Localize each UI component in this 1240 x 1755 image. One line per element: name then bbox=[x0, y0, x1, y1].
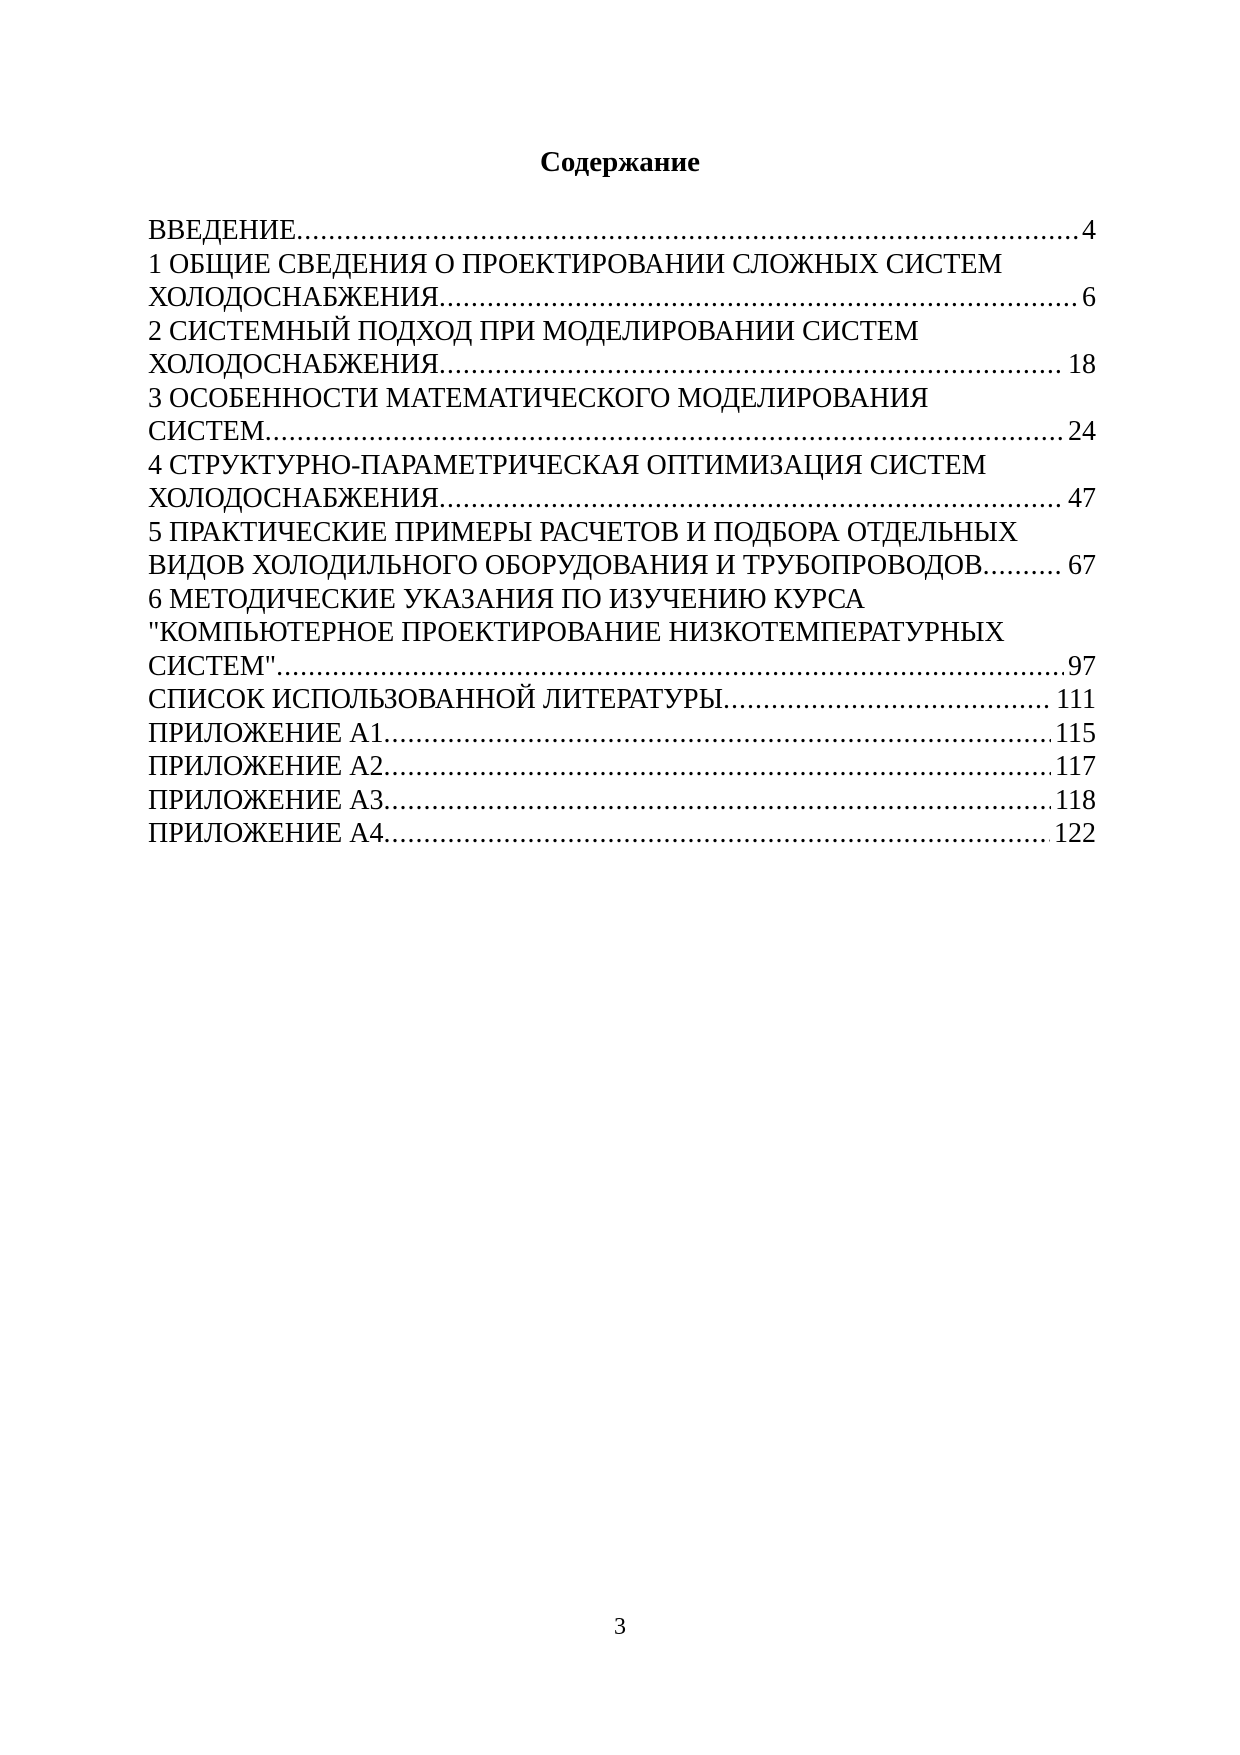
toc-entry-page-number: 97 bbox=[1068, 650, 1096, 682]
toc-entry-title-line: ХОЛОДОСНАБЖЕНИЯ bbox=[148, 282, 439, 313]
toc-entry-title-line: СИСТЕМ bbox=[148, 416, 265, 447]
dot-leader bbox=[383, 750, 1051, 784]
dot-leader bbox=[439, 482, 1064, 516]
toc-entry-title-line: ПРИЛОЖЕНИЕ А2 bbox=[148, 751, 384, 782]
toc-entry[interactable] bbox=[148, 817, 1096, 851]
dot-leader bbox=[383, 784, 1051, 818]
toc-entry-page-number: 67 bbox=[1068, 550, 1096, 581]
toc-entry-page-number: 47 bbox=[1068, 483, 1096, 514]
toc-entry[interactable] bbox=[148, 784, 1096, 818]
toc-entry-title-line: СИСТЕМ" bbox=[148, 650, 277, 682]
dot-leader bbox=[383, 717, 1051, 751]
toc-entry-title-line: ПРИЛОЖЕНИЕ А3 bbox=[148, 784, 384, 816]
toc-entry-page-number: 24 bbox=[1068, 416, 1096, 447]
toc-entry-title-line: 3 ОСОБЕННОСТИ МАТЕМАТИЧЕСКОГО МОДЕЛИРОВАНИЯ bbox=[148, 382, 929, 414]
toc-entry[interactable] bbox=[148, 315, 1096, 382]
toc-entry-last-line bbox=[148, 348, 1096, 382]
toc-entry-title-line: ВИДОВ ХОЛОДИЛЬНОГО ОБОРУДОВАНИЯ И ТРУБОПРОВОДОВ bbox=[148, 550, 983, 581]
toc-entry-title-line: СПИСОК ИСПОЛЬЗОВАННОЙ ЛИТЕРАТУРЫ bbox=[148, 684, 723, 715]
toc-entry-last-line bbox=[148, 549, 1096, 583]
dot-leader bbox=[383, 817, 1050, 851]
toc-entry[interactable] bbox=[148, 583, 1096, 684]
toc-entry[interactable] bbox=[148, 214, 1096, 248]
toc-entry-title-line: "КОМПЬЮТЕРНОЕ ПРОЕКТИРОВАНИЕ НИЗКОТЕМПЕРАТУРНЫХ bbox=[148, 617, 1005, 648]
toc-entry-title-line: 4 СТРУКТУРНО-ПАРАМЕТРИЧЕСКАЯ ОПТИМИЗАЦИЯ СИСТЕМ bbox=[148, 449, 987, 481]
toc-entry-last-line bbox=[148, 415, 1096, 449]
table-of-contents bbox=[148, 214, 1096, 851]
toc-entry-last-line bbox=[148, 281, 1096, 315]
toc-entry-last-line bbox=[148, 784, 1096, 818]
toc-entry-last-line bbox=[148, 214, 1096, 248]
page-number: 3 bbox=[614, 1614, 626, 1640]
page-title: Содержание bbox=[539, 146, 701, 178]
dot-leader bbox=[265, 415, 1064, 449]
toc-entry[interactable] bbox=[148, 683, 1096, 717]
toc-entry-last-line bbox=[148, 482, 1096, 516]
dot-leader bbox=[276, 650, 1064, 684]
toc-entry-title-line: 1 ОБЩИЕ СВЕДЕНИЯ О ПРОЕКТИРОВАНИИ СЛОЖНЫХ СИСТЕМ bbox=[148, 248, 1003, 280]
toc-entry-last-line bbox=[148, 717, 1096, 751]
toc-entry[interactable] bbox=[148, 750, 1096, 784]
toc-entry-page-number: 118 bbox=[1055, 784, 1096, 816]
toc-entry-last-line bbox=[148, 750, 1096, 784]
toc-entry[interactable] bbox=[148, 717, 1096, 751]
toc-entry-page-number: 18 bbox=[1068, 349, 1096, 380]
dot-leader bbox=[723, 683, 1052, 717]
toc-entry[interactable] bbox=[148, 516, 1096, 583]
toc-entry-title-line: ХОЛОДОСНАБЖЕНИЯ bbox=[148, 349, 439, 380]
toc-entry-page-number: 6 bbox=[1082, 282, 1096, 313]
dot-leader bbox=[439, 281, 1078, 315]
toc-entry-last-line bbox=[148, 683, 1096, 717]
toc-entry[interactable] bbox=[148, 449, 1096, 516]
toc-entry-title-line: ПРИЛОЖЕНИЕ А4 bbox=[148, 818, 384, 849]
toc-entry[interactable] bbox=[148, 382, 1096, 449]
dot-leader bbox=[983, 549, 1064, 583]
toc-entry-title-line: ВВЕДЕНИЕ bbox=[148, 215, 297, 246]
toc-entry-last-line bbox=[148, 650, 1096, 684]
toc-entry-page-number: 117 bbox=[1055, 751, 1096, 782]
toc-entry-title-line: 2 СИСТЕМНЫЙ ПОДХОД ПРИ МОДЕЛИРОВАНИИ СИСТЕМ bbox=[148, 315, 919, 347]
toc-entry-page-number: 4 bbox=[1082, 215, 1096, 246]
toc-entry-page-number: 115 bbox=[1055, 717, 1096, 749]
toc-entry-page-number: 111 bbox=[1056, 684, 1096, 715]
toc-entry-title-line: ПРИЛОЖЕНИЕ А1 bbox=[148, 717, 384, 749]
dot-leader bbox=[439, 348, 1064, 382]
toc-entry-title-line: 5 ПРАКТИЧЕСКИЕ ПРИМЕРЫ РАСЧЕТОВ И ПОДБОРА ОТДЕЛЬНЫХ bbox=[148, 516, 1019, 548]
toc-entry-last-line bbox=[148, 817, 1096, 851]
dot-leader bbox=[296, 214, 1078, 248]
toc-entry[interactable] bbox=[148, 248, 1096, 315]
toc-entry-title-line: 6 МЕТОДИЧЕСКИЕ УКАЗАНИЯ ПО ИЗУЧЕНИЮ КУРСА bbox=[148, 583, 865, 615]
toc-entry-page-number: 122 bbox=[1054, 818, 1096, 849]
toc-entry-title-line: ХОЛОДОСНАБЖЕНИЯ bbox=[148, 483, 439, 514]
